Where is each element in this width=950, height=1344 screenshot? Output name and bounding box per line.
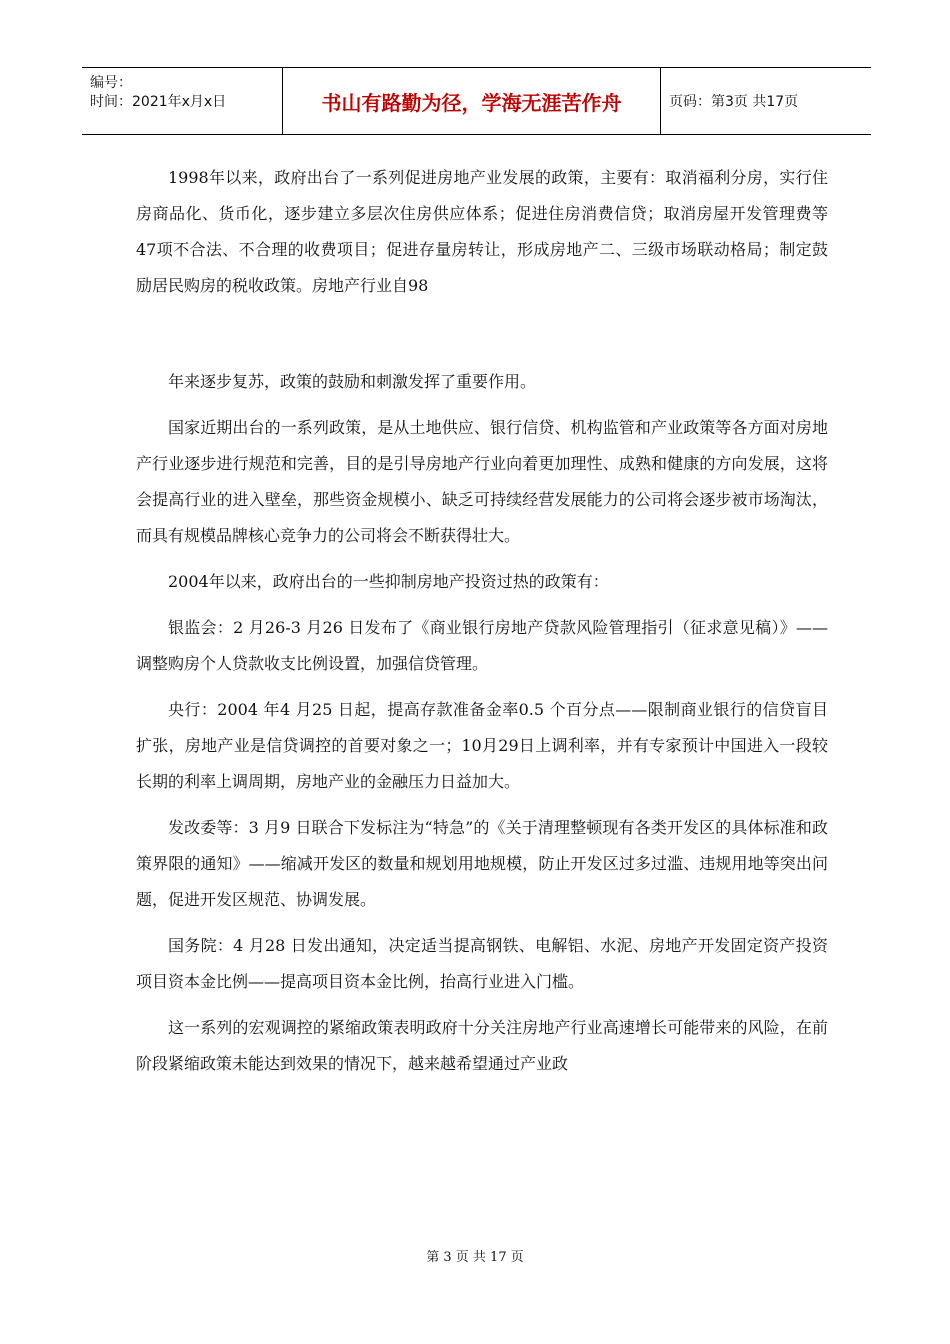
header-page-info: 页码：第3页 共17页 — [669, 94, 799, 110]
paragraph: 国务院：4 月28 日发出通知，决定适当提高钢铁、电解铝、水泥、房地产开发固定资产投资项目资本金比例——提高项目资本金比例，抬高行业进入门槛。 — [136, 936, 828, 991]
paragraph: 央行：2004 年4 月25 日起，提高存款准备金率0.5 个百分点——限制商业银行的信贷盲目扩张，房地产业是信贷调控的首要对象之一；10月29日上调利率，并有专家预计中国进入一段较长期的利率上调周期，房地产业的金融压力日益加大。 — [136, 700, 828, 791]
paragraph: 1998年以来，政府出台了一系列促进房地产业发展的政策，主要有：取消福利分房，实行住房商品化、货币化，逐步建立多层次住房供应体系；促进住房消费信贷；取消房屋开发管理费等47项不合法、不合理的收费项目；促进存量房转让，形成房地产二、三级市场联动格局；制定鼓励居民购房的税收政策。房地产行业自98 — [136, 168, 828, 295]
header-meta — [82, 68, 283, 134]
number-label: 编号： — [90, 75, 132, 91]
paragraph: 国家近期出台的一系列政策，是从土地供应、银行信贷、机构监管和产业政策等各方面对房地产行业逐步进行规范和完善，目的是引导房地产行业向着更加理性、成熟和健康的方向发展，这将会提高行业的进入壁垒，那些资金规模小、缺乏可持续经营发展能力的公司将会逐步被市场淘汰，而具有规模品牌核心竞争力的公司将会不断获得壮大。 — [136, 418, 828, 545]
time-label: 时间：2021年x月x日 — [90, 94, 227, 110]
paragraph: 2004年以来，政府出台的一些抑制房地产投资过热的政策有： — [168, 572, 609, 591]
paragraph: 年来逐步复苏，政策的鼓励和刺激发挥了重要作用。 — [168, 372, 537, 391]
header-motto: 书山有路勤为径，学海无涯苦作舟 — [283, 68, 661, 134]
paragraph: 这一系列的宏观调控的紧缩政策表明政府十分关注房地产行业高速增长可能带来的风险，在前阶段紧缩政策未能达到效果的情况下，越来越希望通过产业政 — [136, 1018, 828, 1073]
page-header — [82, 67, 871, 135]
document-body — [136, 160, 828, 1082]
page-footer: 第 3 页 共 17 页 — [426, 1250, 524, 1265]
paragraph: 银监会：2 月26-3 月26 日发布了《商业银行房地产贷款风险管理指引（征求意见稿）》——调整购房个人贷款收支比例设置，加强信贷管理。 — [136, 618, 828, 673]
paragraph: 发改委等：3 月9 日联合下发标注为“特急”的《关于清理整顿现有各类开发区的具体标准和政策界限的通知》——缩减开发区的数量和规划用地规模，防止开发区过多过滥、违规用地等突出问题，促进开发区规范、协调发展。 — [136, 818, 828, 909]
